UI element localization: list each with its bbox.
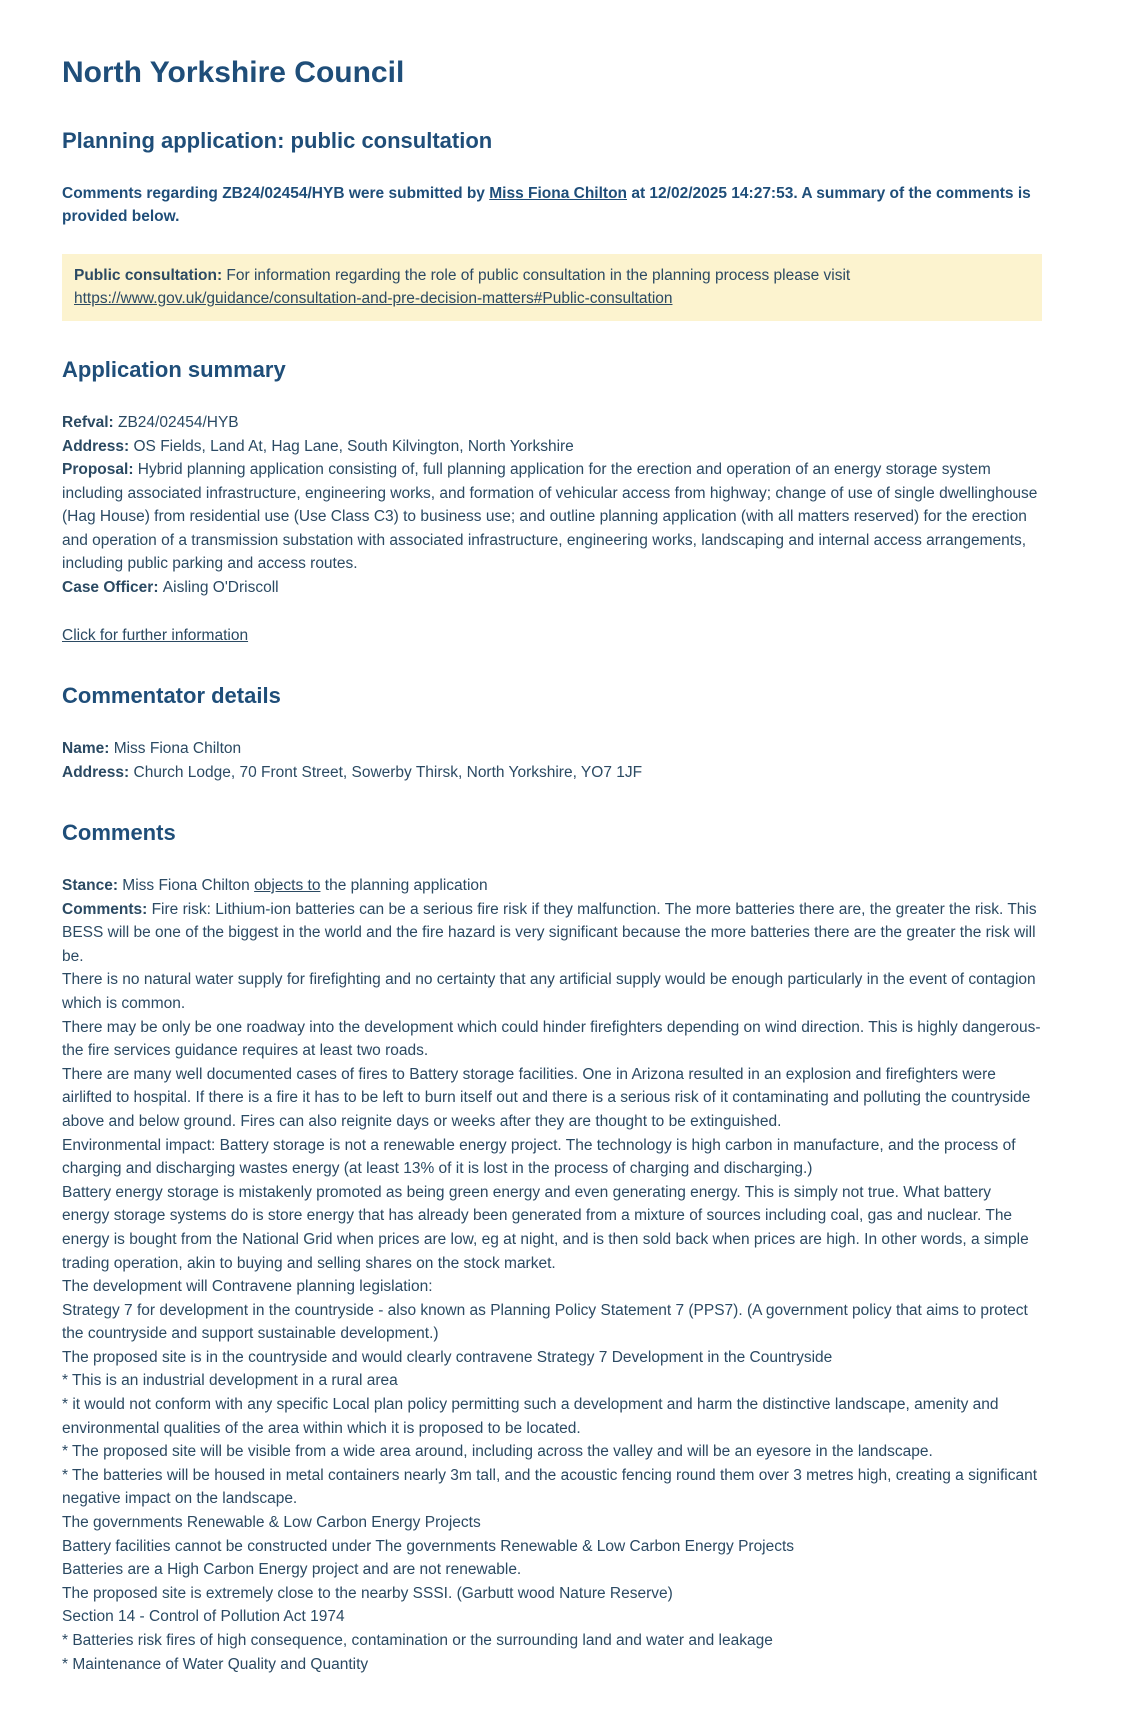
comment-lines: [62, 898, 1042, 1677]
stance-line: [62, 874, 1042, 898]
section-heading-public-consultation: Planning application: public consultation: [62, 128, 493, 153]
stance-post: the planning application: [320, 877, 488, 894]
comment-line: [62, 1299, 1042, 1346]
section-heading-application-summary: Application summary: [62, 357, 286, 382]
field-label: Comments:: [62, 900, 152, 918]
comment-line: [62, 1511, 1042, 1535]
comment-line: [62, 1181, 1042, 1275]
field-value: ZB24/02454/HYB: [118, 414, 239, 431]
comments-section: [62, 820, 1042, 1676]
field-label: Proposal:: [62, 461, 138, 478]
field-value: Aisling O'Driscoll: [162, 578, 279, 596]
field-value: There may be only be one roadway into the development which could hinder firefighters depending on wind direction. This is highly dangerous- the fire services guidance requires at least two roads.: [62, 1018, 1041, 1060]
field-value: Environmental impact: Battery storage is not a renewable energy project. The technology is high carbon in manufacture, and the process of charging and discharging wastes energy (at least 13% of it is lost in the process of charging and discharging.): [62, 1136, 1016, 1178]
field-value: * Batteries risk fires of high consequence, contamination or the surrounding land and water and leakage: [62, 1632, 773, 1649]
field-line: [62, 435, 1042, 459]
comment-line: [62, 1605, 1042, 1629]
comment-line: [62, 1629, 1042, 1653]
submission-summary-pre: Comments regarding ZB24/02454/HYB were submitted by: [62, 185, 490, 202]
field-value: Strategy 7 for development in the countryside - also known as Planning Policy Statement 7 (PPS7). (A government policy that aims to protect the countryside and support sustainable development.): [62, 1301, 1028, 1343]
comment-line: [62, 1275, 1042, 1299]
field-value: There is no natural water supply for firefighting and no certainty that any artificial supply would be enough particularly in the event of contagion which is common.: [62, 971, 1036, 1012]
field-value: OS Fields, Land At, Hag Lane, South Kilvington, North Yorkshire: [133, 437, 574, 455]
comment-line: [62, 1369, 1042, 1393]
section-heading-comments: Comments: [62, 820, 176, 845]
comment-line: [62, 1393, 1042, 1440]
field-value: Battery energy storage is mistakenly promoted as being green energy and even generating energy. This is simply not true. What battery energy storage systems do is store energy that has already been generated from a mixture of sources including coal, gas and nuclear. The energy is bought from the National Grid when prices are low, eg at night, and is then sold back when prices are high. In other words, a simple trading operation, akin to buying and selling shares on the stock market.: [62, 1183, 1029, 1272]
stance-pre: Miss Fiona Chilton: [118, 877, 255, 894]
field-value: * The batteries will be housed in metal containers nearly 3m tall, and the acoustic fencing round them over 3 metres high, creating a significant negative impact on the landscape.: [62, 1466, 1038, 1508]
section-heading-commentator-details: Commentator details: [62, 683, 281, 708]
notice-text: For information regarding the role of public consultation in the planning process please visit: [222, 267, 851, 284]
commentator-fields: [62, 737, 1042, 784]
field-value: The proposed site is in the countryside and would clearly contravene Strategy 7 Development in the Countryside: [62, 1348, 833, 1366]
stance-objects-to-text: objects to: [254, 877, 321, 894]
comment-line: [62, 1440, 1042, 1464]
field-value: There are many well documented cases of fires to Battery storage facilities. One in Arizona resulted in an explosion and firefighters were airlifted to hospital. If there is a fire it has to be left to burn itself out and there is a serious risk of it contaminating and polluting the countryside above and below ground. Fires can also reignite days or weeks after they are thought to be extinguished.: [62, 1065, 1031, 1130]
field-value: * Maintenance of Water Quality and Quantity: [62, 1655, 369, 1673]
field-value: Miss Fiona Chilton: [113, 740, 242, 757]
field-label: Refval:: [62, 414, 118, 431]
comments-body: [62, 874, 1042, 1676]
comment-line: [62, 968, 1042, 1015]
field-line: [62, 737, 1042, 761]
field-label: Address:: [62, 437, 134, 455]
public-consultation-notice: [62, 254, 1042, 321]
comment-line: [62, 1558, 1042, 1582]
submission-summary-text: [62, 182, 1042, 228]
further-information-row: [62, 624, 1042, 647]
field-line: [62, 576, 1042, 600]
field-value: * This is an industrial development in a rural area: [62, 1372, 398, 1390]
application-summary-section: [62, 357, 1042, 647]
field-value: * The proposed site will be visible from a wide area around, including across the valley and will be an eyesore in the landscape.: [62, 1443, 933, 1461]
commentator-name-link[interactable]: Miss Fiona Chilton: [489, 185, 628, 202]
notice-label: Public consultation:: [74, 267, 223, 284]
field-value: Fire risk: Lithium-ion batteries can be a serious fire risk if they malfunction. The more batteries there are, the greater the risk. This BESS will be one of the biggest in the world and the fire hazard is very significant because the more batteries there are the greater the risk will be.: [62, 900, 1037, 965]
comment-line: [62, 1653, 1042, 1677]
field-value: The proposed site is extremely close to the nearby SSSI. (Garbutt wood Nature Reserve): [62, 1584, 673, 1602]
comment-line: [62, 1063, 1042, 1134]
field-value: The development will Contravene planning legislation:: [62, 1278, 433, 1296]
comment-line: [62, 1016, 1042, 1063]
commentator-details-section: [62, 683, 1042, 784]
field-value: * it would not conform with any specific Local plan policy permitting such a development and harm the distinctive landscape, amenity and environmental qualities of the area within which it is proposed to be located.: [62, 1396, 999, 1437]
field-label: Name:: [62, 740, 114, 757]
field-value: Section 14 - Control of Pollution Act 1974: [62, 1608, 345, 1626]
comment-line: [62, 1346, 1042, 1370]
field-value: Hybrid planning application consisting of, full planning application for the erection and operation of an energy storage system including associated infrastructure, engineering works, and formation of vehicular access from highway; change of use of single dwellinghouse (Hag House) from residential use (Use Class C3) to business use; and outline planning application (with all matters reserved) for the erection and operation of a transmission substation with associated infrastructure, engineering works, landscaping and internal access arrangements, including public parking and access routes.: [62, 461, 1038, 572]
field-label: Address:: [62, 763, 134, 781]
comment-line: [62, 1464, 1042, 1511]
application-summary-fields: [62, 411, 1042, 599]
field-line: [62, 411, 1042, 435]
field-line: [62, 761, 1042, 785]
comment-line: [62, 1134, 1042, 1181]
field-value: The governments Renewable & Low Carbon Energy Projects: [62, 1514, 481, 1532]
page-title: North Yorkshire Council: [62, 56, 405, 89]
stance-label: Stance:: [62, 877, 118, 894]
field-label: Case Officer:: [62, 578, 163, 596]
field-line: [62, 458, 1042, 576]
field-value: Batteries are a High Carbon Energy project and are not renewable.: [62, 1561, 522, 1579]
field-value: Battery facilities cannot be constructed under The governments Renewable & Low Carbon Energy Projects: [62, 1537, 795, 1555]
submission-summary-post: at 12/02/2025 14:27:53. A summary of the comments is provided below.: [62, 185, 1031, 225]
comment-line: [62, 898, 1042, 969]
comment-line: [62, 1582, 1042, 1606]
field-value: Church Lodge, 70 Front Street, Sowerby Thirsk, North Yorkshire, YO7 1JF: [133, 763, 643, 781]
gov-uk-consultation-link[interactable]: https://www.gov.uk/guidance/consultation-and-pre-decision-matters#Public-consultation: [74, 290, 673, 307]
further-information-link[interactable]: Click for further information: [62, 627, 249, 644]
comment-line: [62, 1535, 1042, 1559]
